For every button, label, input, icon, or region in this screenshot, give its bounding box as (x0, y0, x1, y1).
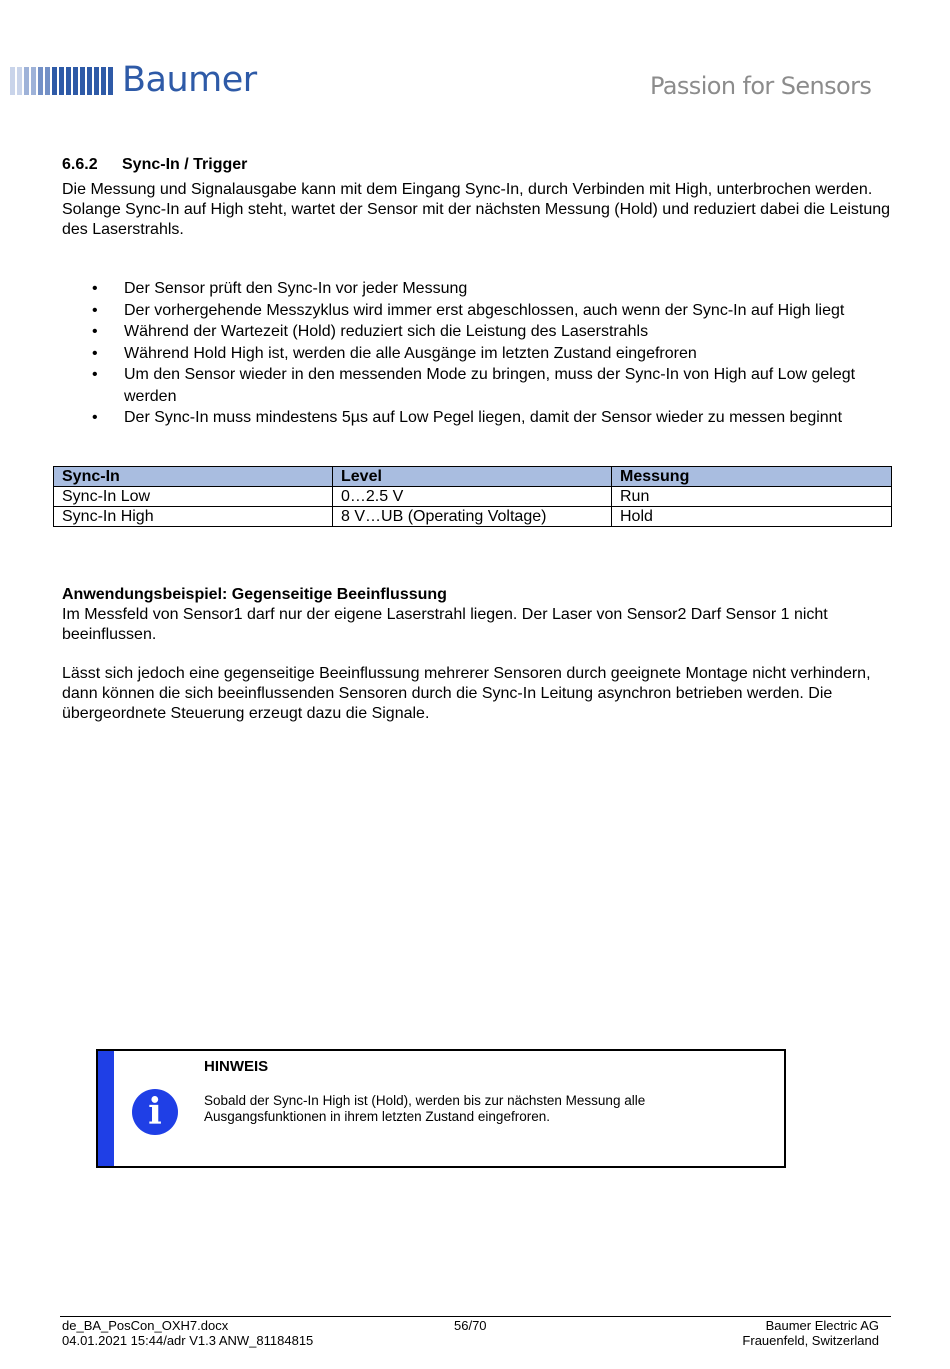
table-row (54, 487, 892, 507)
list-item: • Der Sync-In muss mindestens 5µs auf Low Pegel liegen, damit der Sensor wieder zu messen beginnt (90, 407, 900, 429)
table-cell: 8 V…UB (Operating Voltage) (333, 507, 612, 527)
note-box (96, 1049, 786, 1168)
list-item: • Um den Sensor wieder in den messenden Mode zu bringen, muss der Sync-In von High auf Low gelegt werden (90, 364, 900, 407)
footer-left (62, 1318, 313, 1348)
table-header-cell: Sync-In (54, 467, 333, 487)
note-title: HINWEIS (204, 1058, 269, 1075)
table-header-cell: Level (333, 467, 612, 487)
footer-page-number: 56/70 (454, 1318, 487, 1333)
section-title: Sync-In / Trigger (122, 156, 248, 173)
table-cell: Hold (612, 507, 892, 527)
info-icon: i (132, 1089, 178, 1135)
table-row (54, 507, 892, 527)
logo-text: Baumer (122, 60, 257, 100)
list-item: • Der vorhergehende Messzyklus wird immer erst abgeschlossen, auch wenn der Sync-In auf High liegt (90, 300, 900, 322)
example-heading: Anwendungsbeispiel: Gegenseitige Beeinflussung (62, 586, 447, 603)
logo-bars-icon (10, 67, 115, 100)
footer-revision: 04.01.2021 15:44/adr V1.3 ANW_81184815 (62, 1333, 314, 1348)
table-header-row (54, 467, 892, 487)
intro-paragraph: Die Messung und Signalausgabe kann mit dem Eingang Sync-In, durch Verbinden mit High, unterbrochen werden. Solange Sync-In auf High steht, wartet der Sensor mit der nächsten Messung (Hold) und reduziert dabei die Leistung des Laserstrahls. (62, 181, 891, 238)
section-number: 6.6.2 (62, 156, 98, 173)
table-cell: Run (612, 487, 892, 507)
baumer-logo (10, 60, 257, 100)
bullet-list (90, 278, 900, 429)
list-item: • Während Hold High ist, werden die alle Ausgänge im letzten Zustand eingefroren (90, 343, 900, 365)
note-text: Sobald der Sync-In High ist (Hold), werden bis zur nächsten Messung alle Ausgangsfunktionen in ihrem letzten Zustand eingefroren. (204, 1093, 646, 1124)
example-paragraph-1: Im Messfeld von Sensor1 darf nur der eigene Laserstrahl liegen. Der Laser von Sensor2 Darf Sensor 1 nicht beeinflussen. (62, 606, 828, 643)
example-paragraph-2: Lässt sich jedoch eine gegenseitige Beeinflussung mehrerer Sensoren durch geeignete Montage nicht verhindern, dann können die sich beeinflussenden Sensoren durch die Sync-In Leitung asynchron betrieben werden. Die übergeordnete Steuerung erzeugt dazu die Signale. (62, 665, 871, 722)
section-heading (62, 156, 247, 174)
table-cell: Sync-In High (54, 507, 333, 527)
footer-divider (60, 1316, 891, 1317)
sync-in-table (53, 466, 892, 527)
list-item: • Der Sensor prüft den Sync-In vor jeder Messung (90, 278, 900, 300)
note-accent-stripe (98, 1051, 114, 1166)
list-item: • Während der Wartezeit (Hold) reduziert sich die Leistung des Laserstrahls (90, 321, 900, 343)
footer-company: Baumer Electric AG (765, 1318, 879, 1333)
footer-filename: de_BA_PosCon_OXH7.docx (62, 1318, 229, 1333)
header-tagline: Passion for Sensors (650, 72, 872, 100)
footer-right (742, 1318, 879, 1348)
footer-location: Frauenfeld, Switzerland (742, 1333, 879, 1348)
table-header-cell: Messung (612, 467, 892, 487)
table-cell: 0…2.5 V (333, 487, 612, 507)
table-cell: Sync-In Low (54, 487, 333, 507)
